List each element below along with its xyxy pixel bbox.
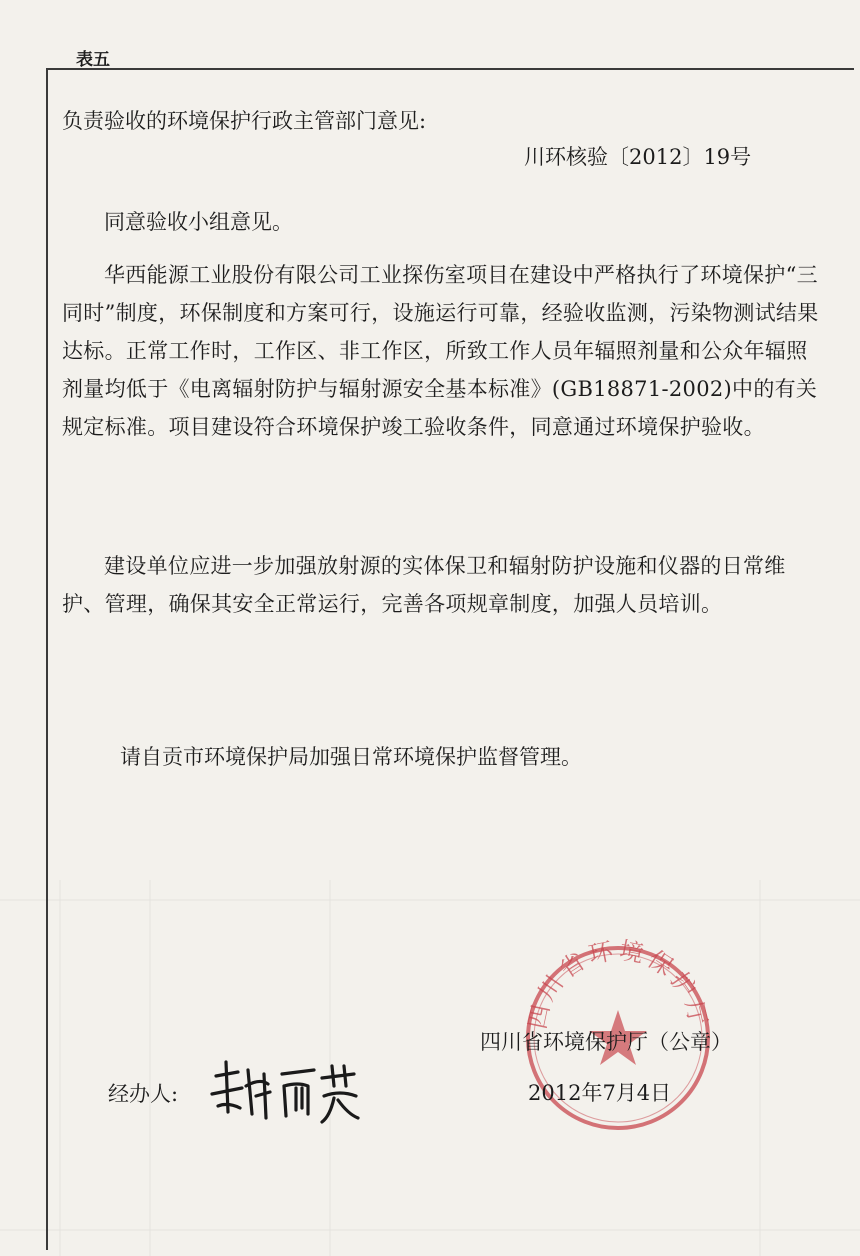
reference-number: 川环核验〔2012〕19号: [524, 145, 752, 169]
opinion-paragraph-3: 建设单位应进一步加强放射源的实体保卫和辐射防护设施和仪器的日常维护、管理，确保其安全正常运行，完善各项规章制度，加强人员培训。: [62, 554, 786, 616]
svg-text:四川省环境保护厅: 四川省环境保护厅: [523, 938, 713, 1032]
handler-label: 经办人:: [108, 1082, 179, 1106]
section-heading: 负责验收的环境保护行政主管部门意见:: [62, 109, 427, 133]
table-number-label: 表五: [76, 50, 110, 70]
document-frame: [46, 68, 854, 1250]
opinion-paragraph-4: 请自贡市环境保护局加强日常环境保护监督管理。: [120, 745, 582, 769]
opinion-paragraph-2: 华西能源工业股份有限公司工业探伤室项目在建设中严格执行了环境保护“三同时”制度，环保制度和方案可行，设施运行可靠，经验收监测，污染物测试结果达标。正常工作时，工作区、非工作区，所致工作人员年辐照剂量和公众年辐照剂量均低于《电离辐射防护与辐射源安全基本标准》(GB18871-2002)中的有关规定标准。项目建设符合环境保护竣工验收条件，同意通过环境保护验收。: [62, 263, 819, 439]
issuing-authority: 四川省环境保护厅（公章）: [480, 1030, 732, 1054]
opinion-paragraph-1: 同意验收小组意见。: [104, 210, 293, 234]
handwritten-signature: [204, 1056, 364, 1130]
issue-date: 2012年7月4日: [528, 1081, 672, 1105]
